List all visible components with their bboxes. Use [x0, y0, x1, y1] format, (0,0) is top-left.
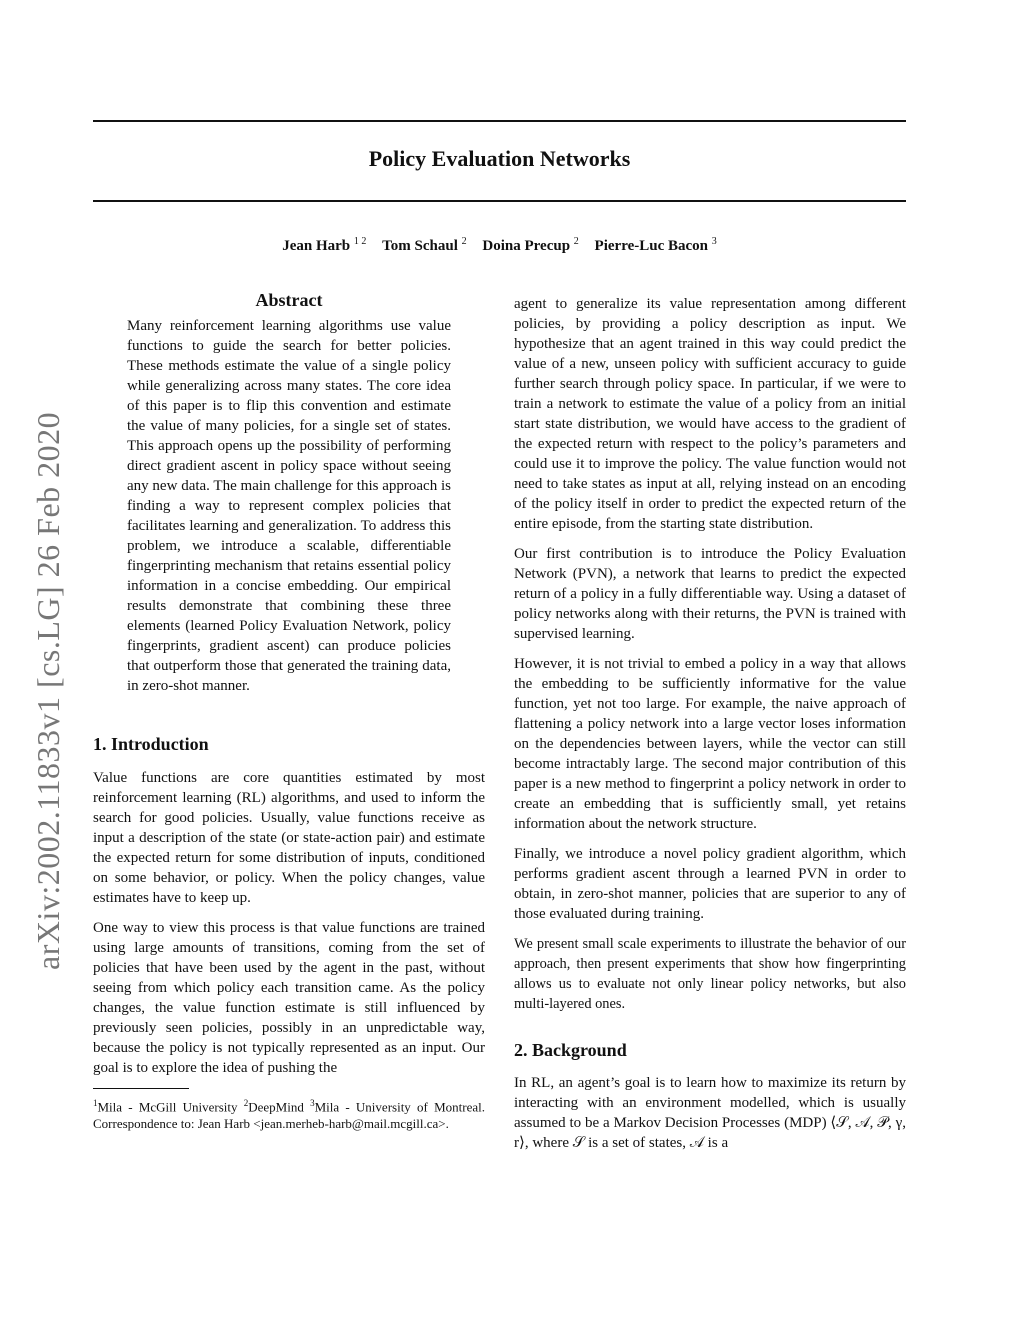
author [382, 238, 466, 254]
footnote-text: Mila - McGill University [97, 1099, 244, 1115]
paragraph: Value functions are core quantities estimated by most reinforcement learning (RL) algorithms, and used to inform the search for good policies. Usually, value functions receive as input a description of the state (or state-action pair) and estimate the expected return for some distribution of inputs, conditioned on some behavior, or policy. When the policy changes, value estimates have to keep up. [93, 770, 485, 906]
author-affiliation: 3 [711, 236, 717, 247]
paragraph: Finally, we introduce a novel policy gradient algorithm, which performs gradient ascent through a learned PVN in order to obtain, in zero-shot manner, policies that are superior to any of those evaluated during training. [514, 846, 906, 922]
footnote-divider [93, 1088, 189, 1089]
abstract-heading: Abstract [255, 290, 323, 310]
author-list [93, 236, 906, 255]
author-affiliation: 1 2 [353, 236, 367, 247]
author-name: Jean Harb [282, 238, 351, 254]
paragraph: However, it is not trivial to embed a policy in a way that allows the embedding to be sufficiently informative for the value function, yet not too large. For example, the naive approach of flattening a policy network into a large vector loses information on the dependencies between layers, while the vector can still become intractably large. The second major contribution of this paper is a new method to fingerprint a policy network in order to create an embedding that is sufficiently small, yet retains information about the network structure. [514, 656, 906, 832]
author [482, 238, 578, 254]
author [595, 238, 717, 254]
right-column [514, 294, 906, 1163]
paragraph: Our first contribution is to introduce the Policy Evaluation Network (PVN), a network that learns to predict the expected return of a policy in a fully differentiable way. Using a dataset of policy networks along with their returns, the PVN is trained with supervised learning. [514, 546, 906, 642]
title-rule-top [93, 120, 906, 122]
paragraph: In RL, an agent’s goal is to learn how to maximize its return by interacting with an environment modelled, which is usually assumed to be a Markov Decision Processes (MDP) ⟨𝒮, 𝒜, 𝒫, γ, r⟩, where 𝒮 is a set of states, 𝒜 is a [514, 1075, 906, 1151]
abstract-body: Many reinforcement learning algorithms use value functions to guide the search for better policies. These methods estimate the value of a single policy while generalizing across many states. The core idea of this paper is to flip this convention and estimate the value of many policies, for a single set of states. This approach opens up the possibility of performing direct gradient ascent in policy space without seeing any new data. The main challenge for this approach is finding a way to represent complex policies that facilitates learning and generalization. To address this problem, we introduce a scalable, differentiable fingerprinting mechanism that retains essential policy information in a concise embedding. Our empirical results demonstrate that combining these three elements (learned Policy Evaluation Network, policy fingerprints, gradient ascent) can produce policies that outperform those that generated the training data, in zero-shot manner. [127, 318, 451, 694]
section-heading-introduction: 1. Introduction [93, 734, 209, 754]
footnote-marker: 1 [93, 1098, 98, 1108]
title-rule-bottom [93, 200, 906, 202]
author-name: Tom Schaul [382, 238, 458, 254]
author-name: Pierre-Luc Bacon [594, 238, 708, 254]
author-affiliation: 2 [461, 236, 467, 247]
footnote [93, 1095, 485, 1132]
author-name: Doina Precup [482, 238, 571, 254]
paragraph: We present small scale experiments to illustrate the behavior of our approach, then present experiments that show how fingerprinting allows us to evaluate not only linear policy networks, but also multi-layered ones. [514, 936, 906, 1012]
footnote-marker: 2 [243, 1098, 249, 1108]
paragraph: agent to generalize its value representation among different policies, by providing a policy description as input. We hypothesize that an agent trained in this way could predict the value of a new, unseen policy with sufficient accuracy to guide further search through policy space. In particular, if we were to train a network to estimate the value of a policy from an initial start state distribution, we would have access to the gradient of the expected return with respect to the policy’s parameters and could use it to improve the policy. The value function would not need to take states as input at all, relying instead on an encoding of the policy itself in order to predict the expected return of the entire episode, from the starting state distribution. [514, 296, 906, 532]
footnote-text: DeepMind [248, 1099, 311, 1115]
paragraph: One way to view this process is that value functions are trained using large amounts of transitions, coming from the set of policies that have been used by the agent in the past, without seeing from which policy each transition came. As the policy changes, the value function estimate is still influenced by previously seen policies, possibly in an unpredictable way, because the policy is not typically represented as an input. Our goal is to explore the idea of pushing the [93, 920, 485, 1076]
footnote-text: Mila - University of Montreal. Correspondence to: Jean Harb <jean.merheb-harb@mail.mcgill.ca>. [93, 1099, 485, 1132]
section-heading-background: 2. Background [514, 1040, 627, 1060]
paper-title: Policy Evaluation Networks [368, 146, 631, 171]
left-column [93, 290, 485, 1132]
author [282, 238, 366, 254]
author-affiliation: 2 [573, 236, 579, 247]
footnote-marker: 3 [310, 1098, 315, 1108]
arxiv-identifier: arXiv:2002.11833v1 [cs.LG] 26 Feb 2020 [30, 411, 66, 970]
